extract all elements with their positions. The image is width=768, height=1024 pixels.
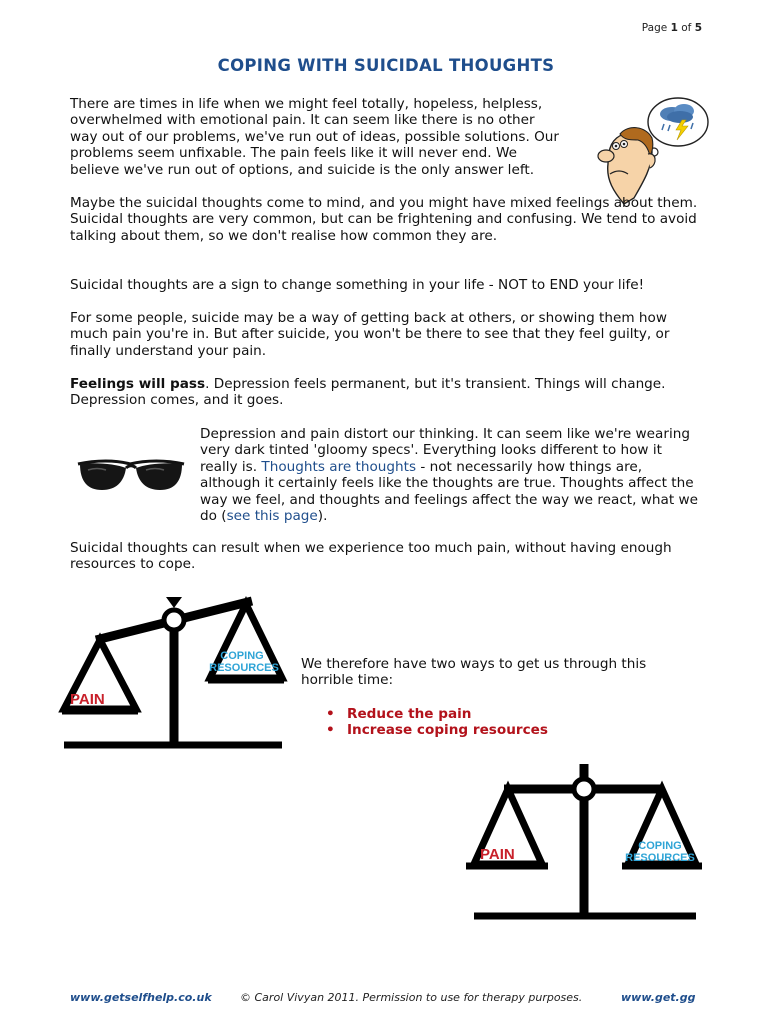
feelings-will-pass-paragraph: Feelings will pass. Depression feels permanent, but it's transient. Things will change. Depression comes, and it goes. xyxy=(70,376,666,409)
scale1-pain-label: PAIN xyxy=(70,691,105,708)
feelings-will-pass-heading: Feelings will pass xyxy=(70,376,206,392)
footer-copyright: © Carol Vivyan 2011. Permission to use for therapy purposes. xyxy=(240,991,583,1004)
scale2-coping-label-1: COPING xyxy=(638,840,682,852)
worried-man-illustration xyxy=(594,94,714,208)
scale2-pain-label: PAIN xyxy=(480,846,515,863)
scale-pain-heavy xyxy=(56,592,292,754)
sign-to-change-paragraph: Suicidal thoughts are a sign to change something in your life - NOT to END your life! xyxy=(70,277,645,293)
list-item: • Increase coping resources xyxy=(321,722,548,738)
footer-site-right[interactable]: www.get.gg xyxy=(621,991,696,1004)
page-title: COPING WITH SUICIDAL THOUGHTS xyxy=(217,56,555,75)
intro-paragraph: There are times in life when we might feel totally, hopeless, helpless, overwhelmed with emotional pain. It can seem like there is no other way out of our problems, we've run out of ideas, possible solutions. Our problems seem unfixable. The pain feels like it will never end. We believe we've run out of options, and suicide is the only answer left. xyxy=(70,96,559,178)
sunglasses-icon xyxy=(76,452,186,494)
mixed-feelings-paragraph: Maybe the suicidal thoughts come to mind, and you might have mixed feelings about them. Suicidal thoughts are very common, but can be frightening and confusing. We tend to avoid talking about them, so we don't realise how common they are. xyxy=(70,195,698,244)
getting-back-paragraph: For some people, suicide may be a way of getting back at others, or showing them how much pain you're in. But after suicide, you won't be there to see that they feel guilty, or finally understand your pain. xyxy=(70,310,670,359)
two-ways-paragraph: We therefore have two ways to get us through this horrible time: xyxy=(301,656,647,689)
scale-balanced xyxy=(462,760,708,924)
thoughts-are-thoughts-link[interactable]: Thoughts are thoughts xyxy=(261,458,417,475)
scale1-coping-label-1: COPING xyxy=(220,650,264,662)
scale1-coping-label-2: RESOURCES xyxy=(209,662,279,674)
resources-paragraph: Suicidal thoughts can result when we experience too much pain, without having enough resources to cope. xyxy=(70,540,672,573)
see-this-page-link[interactable]: see this page xyxy=(226,508,318,525)
page-number: Page 1 of 5 xyxy=(641,22,702,34)
list-item: • Reduce the pain xyxy=(321,706,548,722)
ways-list xyxy=(321,706,548,739)
gloomy-specs-paragraph: Depression and pain distort our thinking. It can seem like we're wearing very dark tinted 'gloomy specs'. Everything looks different to how it really is. Thoughts are thoughts - not necessarily how things are, although it certainly feels like the thoughts are true. Thoughts affect the way we feel, and thoughts and feelings affect the way we react, what we do (see this page). xyxy=(200,426,698,525)
scale2-coping-label-2: RESOURCES xyxy=(625,852,695,864)
footer-site-left[interactable]: www.getselfhelp.co.uk xyxy=(70,991,212,1004)
